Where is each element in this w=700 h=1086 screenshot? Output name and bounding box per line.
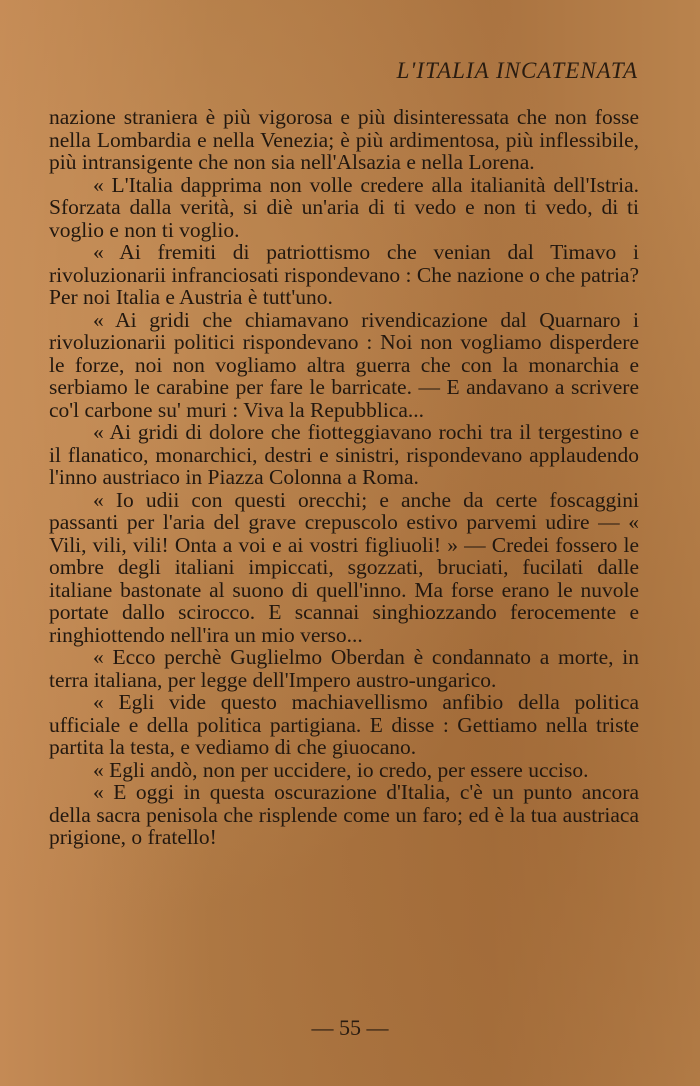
page-number: — 55 — <box>311 1015 389 1040</box>
paragraph: « E oggi in questa oscurazione d'Italia, c'è un punto ancora della sacra penisola che risplende come un faro; ed è la tua austriaca prigione, o fratello! <box>49 780 639 849</box>
paragraph: nazione straniera è più vigorosa e più disinteressata che non fosse nella Lombardia e nella Venezia; è più ardimentosa, più inflessibile, più intransigente che non sia nell'Alsazia e nella Lorena. <box>49 105 639 174</box>
paragraph: « Io udii con questi orecchi; e anche da certe foscaggini passanti per l'aria del grave crepuscolo estivo parvemi udire — « Vili, vili, vili! Onta a voi e ai vostri figliuoli! » — Credei fossero le ombre degli italiani impiccati, sgozzati, bruciati, fucilati dalle italiane bastonate al suono di quell'inno. Ma forse erano le nuvole portate dallo scirocco. E scannai singhiozzando ferocemente e ringhiottendo nell'ira un mio verso... <box>49 487 639 647</box>
paragraph: « Ai gridi che chiamavano rivendicazione dal Quarnaro i rivoluzionarii politici rispondevano : Noi non vogliamo disperdere le forze, noi non vogliamo altra guerra che con la monarchia e serbiamo le carabine per fare le barricate. — E andavano a scrivere co'l carbone su' muri : Viva la Repubblica... <box>49 307 639 422</box>
paragraph: « Egli vide questo machiavellismo anfibio della politica ufficiale e della politica partigiana. E disse : Gettiamo nella triste partita la testa, e vediamo di che giuocano. <box>49 690 639 759</box>
paragraph: « Ecco perchè Guglielmo Oberdan è condannato a morte, in terra italiana, per legge dell'Impero austro-ungarico. <box>49 645 639 692</box>
running-head: L'ITALIA INCATENATA <box>396 58 638 83</box>
paragraph: « L'Italia dapprima non volle credere alla italianità dell'Istria. Sforzata dalla verità, si diè un'aria di ti vedo e non ti vedo, di ti voglio e non ti voglio. <box>49 172 639 242</box>
paragraph: « Ai fremiti di patriottismo che venian dal Timavo i rivoluzionarii infranciosati rispondevano : Che nazione o che patria? Per noi Italia e Austria è tutt'uno. <box>49 240 639 309</box>
paragraph: « Ai gridi di dolore che fiotteggiavano rochi tra il tergestino e il flanatico, monarchici, destri e sinistri, rispondevano applaudendo l'inno austriaco in Piazza Colonna a Roma. <box>49 420 639 489</box>
paragraph: « Egli andò, non per uccidere, io credo, per essere ucciso. <box>93 757 589 782</box>
body-text <box>49 106 639 849</box>
